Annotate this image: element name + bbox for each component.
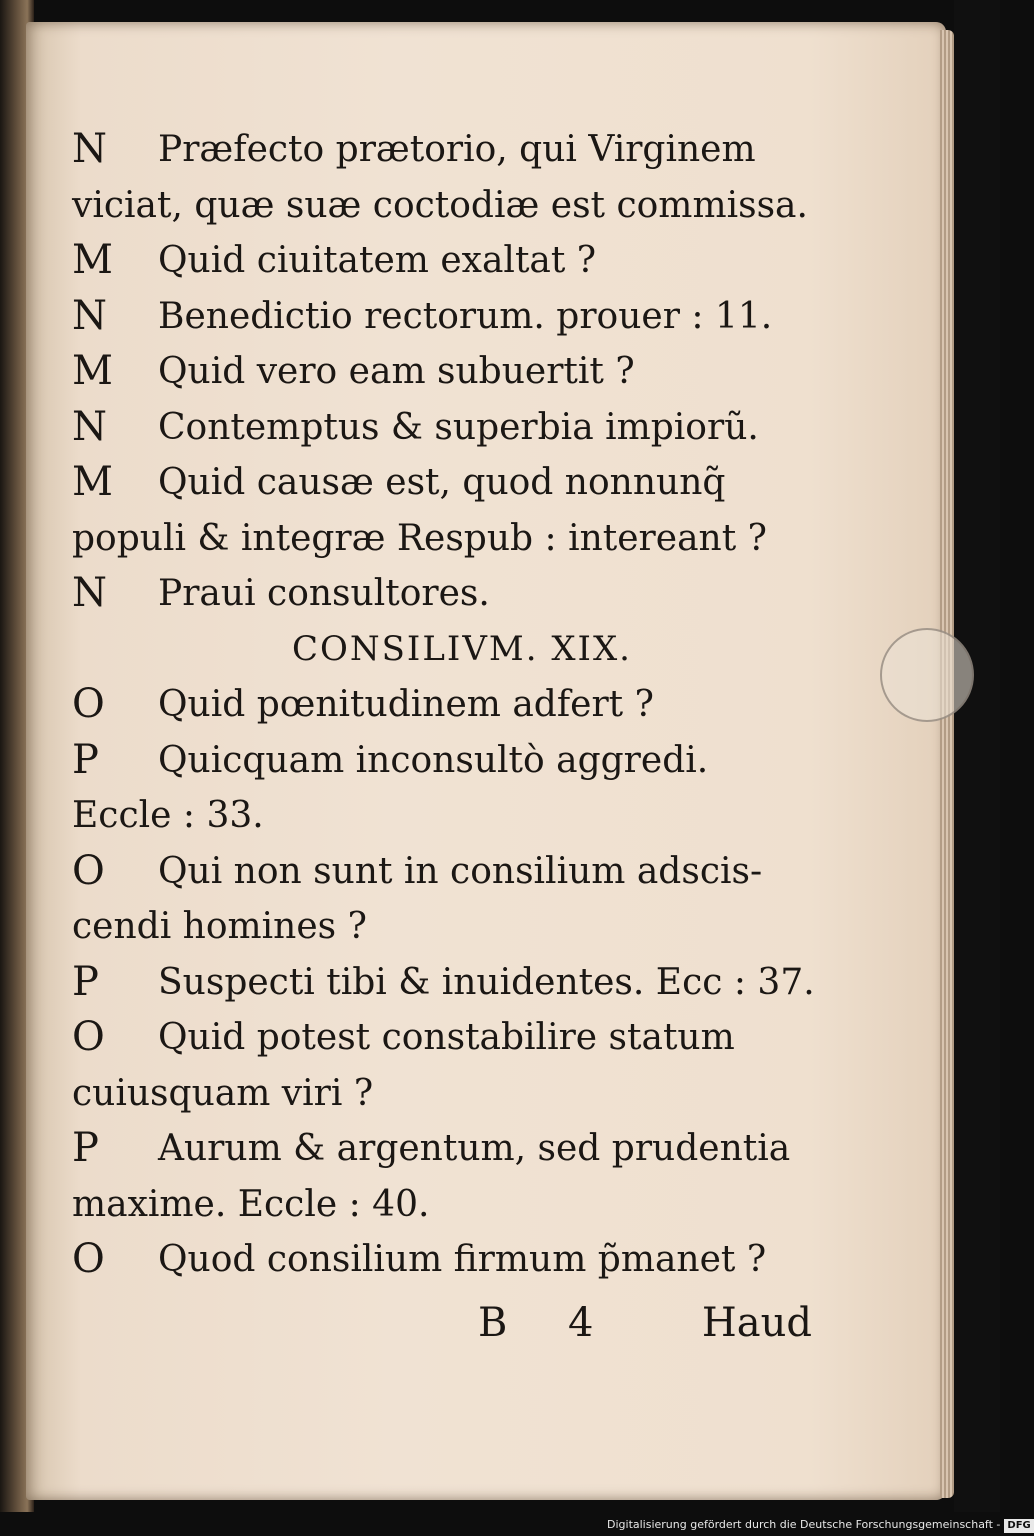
text-line xyxy=(72,955,815,1011)
text-line xyxy=(72,1121,812,1177)
line-text: Quid pœnitudinem adfert ? xyxy=(158,684,654,725)
text-line xyxy=(72,788,812,844)
line-text: Eccle : 33. xyxy=(72,795,264,836)
text-line xyxy=(72,289,812,345)
speaker-letter: P xyxy=(72,1125,99,1171)
speaker-letter: O xyxy=(72,847,105,894)
line-text: Quid ciuitatem exaltat ? xyxy=(158,240,597,281)
text-line xyxy=(72,233,812,289)
speaker-letter: M xyxy=(72,459,113,505)
text-line xyxy=(72,1177,812,1233)
speaker-letter: N xyxy=(72,126,107,172)
text-line xyxy=(72,1232,812,1288)
page-clip-tab xyxy=(880,628,974,722)
speaker-letter: M xyxy=(72,237,113,283)
speaker-letter: O xyxy=(72,681,105,727)
line-text: Contemptus & superbia impiorũ. xyxy=(158,406,759,448)
speaker-letter: O xyxy=(72,1236,105,1282)
line-text: Quicquam inconsultò aggredi. xyxy=(158,739,709,781)
speaker-letter: M xyxy=(72,348,113,394)
speaker-letter: P xyxy=(72,958,99,1005)
line-text: Praui consultores. xyxy=(158,573,490,614)
credit-text: Digitalisierung gefördert durch die Deutsche Forschungsgemeinschaft - xyxy=(607,1518,1001,1531)
speaker-letter: N xyxy=(72,403,107,450)
text-line xyxy=(72,899,812,955)
text-line xyxy=(72,178,812,234)
line-text: Quod consilium firmum p̃manet ? xyxy=(158,1239,767,1280)
line-text: Qui non sunt in consilium adscis- xyxy=(158,850,763,892)
line-text: cendi homines ? xyxy=(72,906,367,947)
speaker-letter: N xyxy=(72,570,107,616)
speaker-letter: P xyxy=(72,736,99,783)
line-text: populi & integræ Respub : intereant ? xyxy=(72,517,767,559)
page-footer xyxy=(72,1296,812,1351)
text-line xyxy=(72,344,812,400)
page-number: 4 xyxy=(568,1300,594,1346)
line-text: Aurum & argentum, sed prudentia xyxy=(158,1128,791,1169)
text-line xyxy=(72,1066,812,1122)
text-line xyxy=(72,566,812,622)
text-line xyxy=(72,122,812,178)
section-heading: CONSILIVM. XIX. xyxy=(291,628,632,669)
speaker-letter: O xyxy=(72,1014,105,1060)
dfg-logo: DFG xyxy=(1004,1519,1033,1533)
line-text: cuiusquam viri ? xyxy=(72,1072,374,1114)
line-text: Benedictio rectorum. prouer : 11. xyxy=(158,295,773,337)
signature-mark: B xyxy=(478,1300,508,1346)
speaker-letter: N xyxy=(72,292,107,339)
page-edges xyxy=(940,30,954,1498)
line-text: Præfecto prætorio, qui Virginem xyxy=(158,129,756,170)
text-line xyxy=(72,844,812,900)
dialogue-text xyxy=(72,122,815,1288)
scan-background xyxy=(954,0,1000,1512)
line-text: Suspecti tibi & inuidentes. Ecc : 37. xyxy=(158,961,815,1003)
text-line xyxy=(72,733,812,789)
text-line xyxy=(72,511,812,567)
line-text: viciat, quæ suæ coctodiæ est commissa. xyxy=(72,184,808,226)
catchword: Haud xyxy=(701,1300,812,1346)
text-line xyxy=(72,677,812,733)
text-line xyxy=(72,455,812,511)
line-text: maxime. Eccle : 40. xyxy=(72,1183,430,1225)
text-line xyxy=(72,1010,812,1066)
line-text: Quid vero eam subuertit ? xyxy=(158,351,635,392)
line-text: Quid causæ est, quod nonnunq̃ xyxy=(158,462,726,503)
line-text: Quid potest constabilire statum xyxy=(158,1017,735,1058)
digitization-credit xyxy=(607,1514,1031,1536)
text-line xyxy=(72,400,812,456)
